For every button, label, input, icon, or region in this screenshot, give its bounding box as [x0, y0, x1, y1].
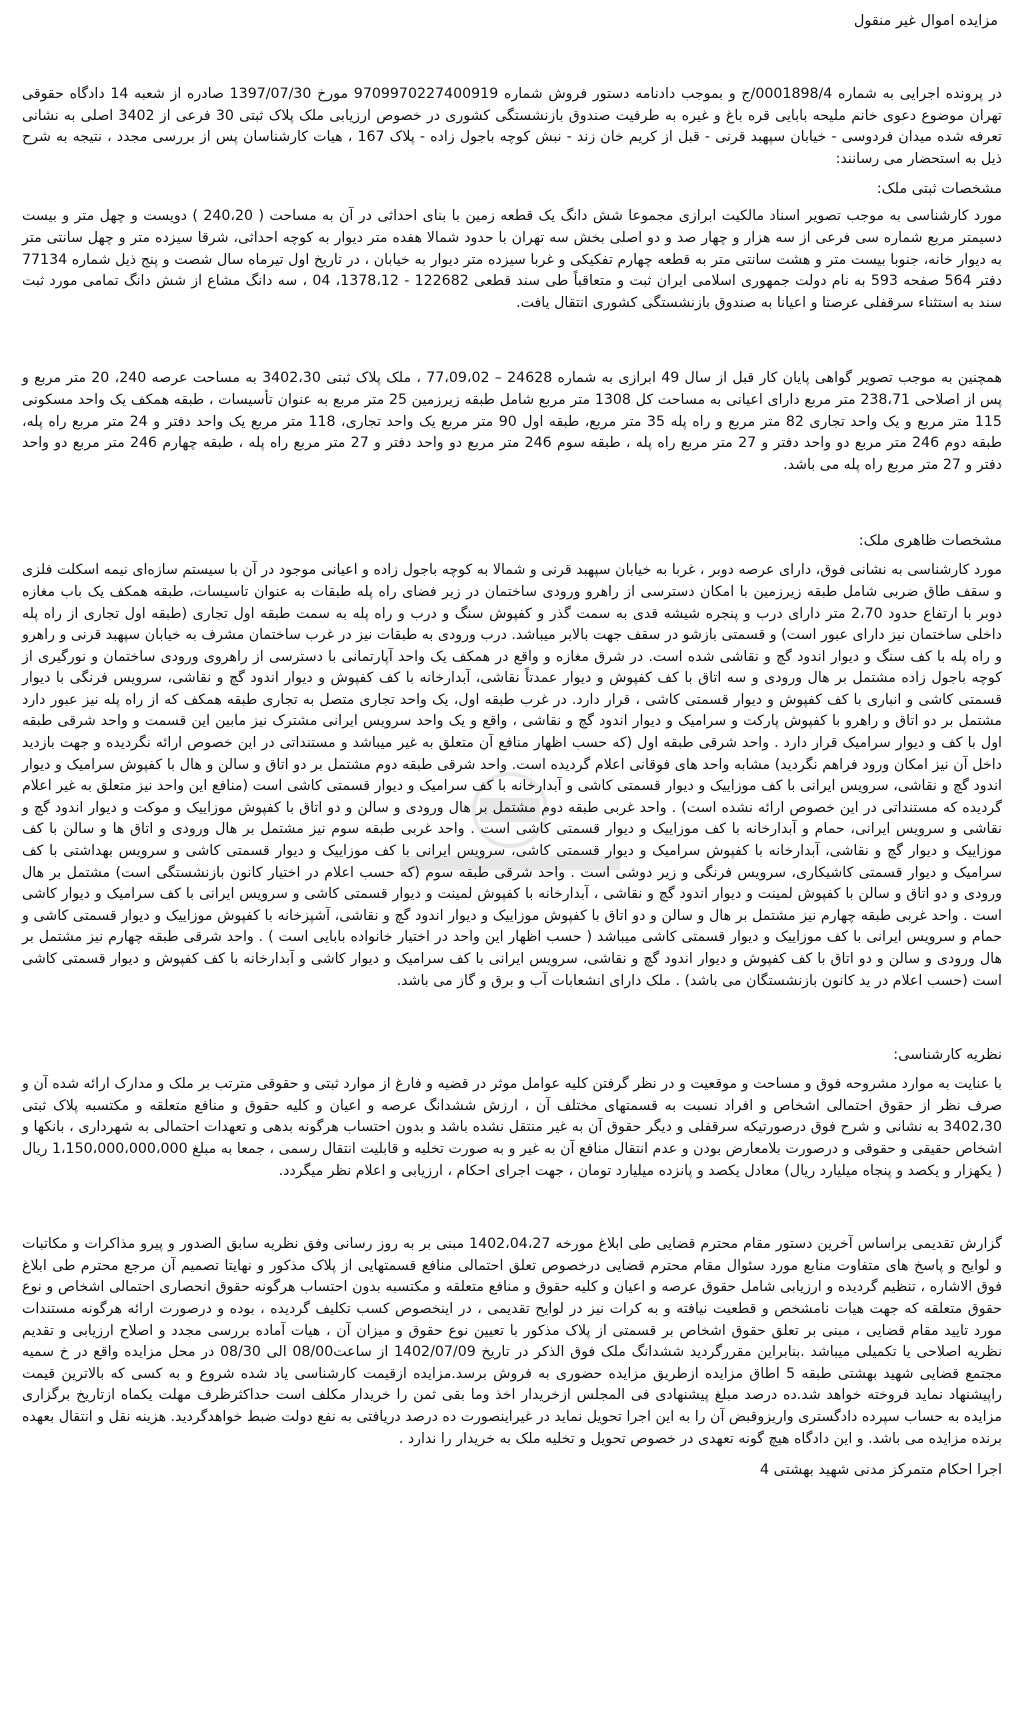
signature-line: اجرا احکام متمرکز مدنی شهید بهشتی 4 [759, 1462, 1002, 1479]
expert-opinion-paragraph: با عنایت به موارد مشروحه فوق و مساحت و موقعیت و در نظر گرفتن کلیه عوامل موثر در قضیه و فارغ از موارد ثبتی و حقوقی مترتب بر ملک و مدارک ارائه شده آن و صرف نظر از حقوق احتمالی اشخاص و افراد نسبت به قسمتهای مختلف آن ، ارزش ششدانگ عرصه و اعیان و کلیه حقوق و منافع متعلقه و مکتسبه پلاک ثبتی 3402،30 به نشانی و شرح فوق درصورتیکه سرقفلی و دیگر حقوق آن به غیر منتقل نشده باشد و بدون احتساب هرگونه بدهی و تعهدات احتمالی به شهرداری ، بانکها و اشخاص حقیقی و حقوقی و درصورت بلامعارض بودن و عدم انتقال منافع آن به غیر و به صورت تخلیه و قابلیت انتقال رسمی ، جمعا به مبلغ 1،150،000،000،000 ریال ( یکهزار و یکصد و پنجاه میلیارد ریال) معادل یکصد و پانزده میلیارد تومان ، جهت اجرای احکام ، ارزیابی و اعلام نظر میگردد. [22, 1076, 1002, 1179]
physical-heading: مشخصات ظاهری ملک: [858, 533, 1002, 550]
expert-opinion-heading: نظریه کارشناسی: [893, 1047, 1002, 1064]
physical-paragraph: مورد کارشناسی به نشانی فوق، دارای عرصه دوبر ، غربا به خیابان سپهبد قرنی و شمالا به کوچه باجول زاده و اعیانی موجود در آن با سیستم سازه‌ای نیمه اسکلت فلزی و سقف طاق ضربی شامل طبقه زیرزمین با امکان دسترسی از راهرو ورودی ساختمان در زیر فضای راه پله طبقات به عنوان تاسیسات، طبقه همکف یک باب مغازه دوبر با ارتفاع حدود 2،70 متر دارای درب و پنجره شیشه قدی به سمت گذر و کفپوش سنگ و درب و راه پله به سمت طبقه اول تجاری (طبقه اول تجاری از راه پله داخلی ساختمان نیز دارای عبور است) و قسمتی بازشو در سقف جهت بالابر میباشد. درب ورودی به طبقات نیز در غرب ساختمان مشرف به خیابان سپهبد قرنی و راهرو و راه پله با کف سنگ و دیوار اندود گچ و نقاشی شده است. در شرق مغازه و واقع در همکف یک واحد آپارتمانی با دسترسی از راهروی ورودی ساختمان و نورگیری از کوچه باجول زاده مشتمل بر هال ورودی و سه اتاق با کف کفپوش و دیوار عمدتاً نقاشی، آبدارخانه با کف کفپوش و دیوار اندود گچ و نقاشی، سرویس فرنگی با دیوار قسمتی کاشی و انباری با کف کفپوش و دیوار قسمتی کاشی ، قرار دارد. در غرب طبقه اول، یک واحد تجاری متصل به تجاری طبقه همکف که از راه پله نیز عبور دارد مشتمل بر دو اتاق و راهرو با کفپوش پارکت و سرامیک و دیوار اندود گچ و نقاشی ، واقع و یک واحد سرویس ایرانی مشترک نیز مابین این قسمت و واحد شرقی طبقه اول با کف و دیوار سرامیک قرار دارد . واحد شرقی طبقه اول (که حسب اظهار منافع آن متعلق به غیر میباشد و مستنداتی در این خصوص ارائه نگردیده و جهت بازدید داخل آن نیز امکان ورود فراهم نگردید) مشابه واحد های فوقانی اعلام گردیده است. واحد شرقی طبقه دوم مشتمل بر دو اتاق و سالن و هال با کفپوش سرامیک و دیوار اندود گچ و نقاشی، سرویس ایرانی با کف موزاییک و دیوار قسمتی کاشی و آبدارخانه با کف سرامیک و دیوار قسمتی کاشی است (منافع این واحد نیز متعلق به غیر اعلام گردیده که مستنداتی در این خصوص ارائه نشده است) . واحد غربی طبقه دوم مشتمل بر هال ورودی و سالن و دو اتاق با کفپوش موزاییک و موکت و دیوار اندود گچ و نقاشی و سرویس ایرانی، حمام و آبدارخانه با کف موزاییک و دیوار قسمتی کاشی است . واحد غربی طبقه سوم نیز مشتمل بر هال ورودی و اتاق ها و سالن با کف موزاییک و دیوار گچ و نقاشی، آبدارخانه با کفپوش سرامیک و دیوار قسمتی کاشی، سرویس ایرانی با کف موزاییک و دیوار قسمتی کاشی و سرویس بهداشتی با کف سرامیک و دیوار قسمتی کاشیکاری، سرویس فرنگی و زیر دوشی است . واحد شرقی طبقه سوم (که حسب اعلام در اختیار کانون بازنشستگی است) مشتمل بر هال ورودی و دو اتاق و سالن با کفپوش لمینت و دیوار اندود گچ و نقاشی ، آبدارخانه با کفپوش لمینت و دیوار قسمتی کاشی و سرویس ایرانی با کف سرامیک و دیوار کاشی است . واحد غربی طبقه چهارم نیز مشتمل بر هال و سالن و دو اتاق با کفپوش موزاییک و دیوار اندود گچ و نقاشی، آشپزخانه با کفپوش موزاییک و دیوار قسمتی کاشی و حمام و سرویس ایرانی با کف موزاییک و دیوار قسمتی کاشی میباشد ( حسب اظهار این واحد در اختیار خانواده بابایی است ) . واحد شرقی طبقه چهارم نیز مشتمل بر هال ورودی و سالن و دو اتاق با کف کفپوش و دیوار اندود گچ و نقاشی، سرویس ایرانی با کف سرامیک و دیوار کاشی و آبدارخانه با کف کفپوش و دیوار قسمتی کاشی است (حسب اعلام در ید کانون بازنشستگان می باشد) . ملک دارای انشعابات آب و برق و گاز می باشد. [22, 562, 1002, 989]
registry-paragraph: مورد کارشناسی به موجب تصویر اسناد مالکیت ابرازی مجموعا شش دانگ یک قطعه زمین با بنای احداثی در آن به مساحت ( 240،20 ) دویست و چهل متر و بیست دسیمتر مربع شماره سی فرعی از سه هزار و چهار صد و دو اصلی بخش سه تهران با حدود شمالا هفده متر دیوار به کوچه احداثی، شرقا سیزده متر و چهل سانتی متر به دیوار خانه، جنوبا بیست متر و هشت سانتی متر به قطعه چهارم تفکیکی و غربا سیزده متر دیوار به خیابان ، در تاریخ اول تیرماه سال شصت و پنج ذیل شماره 77134 دفتر 564 صفحه 593 به نام دولت جمهوری اسلامی ایران ثبت و متعاقباً طی سند قطعی 122682 - 1378،12، 04 ، سه دانگ مشاع از شش دانگ تمامی مورد ثبت سند به استثناء سرقفلی عرصتا و اعیانا به صندوق بازنشستگی کشوری انتقال یافت. [22, 208, 1002, 311]
registry-heading: مشخصات ثبتی ملک: [876, 181, 1002, 198]
intro-paragraph: در پرونده اجرایی به شماره 0001898/4/ج و بموجب دادنامه دستور فروش شماره 9709970227400919 مورخ 1397/07/30 صادره از شعبه 14 دادگاه حقوقی تهران موضوع دعوی خانم ملیحه بابایی قره باغ و غیره به طرفیت صندوق بازنشستگی کشوری در خصوص ارزیابی ملک پلاک ثبتی 30 فرعی از 3402 اصلی به نشانی تعرفه شده میدان فردوسی - خیابان سپهبد قرنی - قبل از کریم خان زند - نبش کوچه باجول زاده - پلاک 167 ، هیات کارشناسان پس از بررسی مجدد ، نتیجه به شرح ذیل به استحضار می رسانند: [22, 86, 1002, 167]
auction-report-paragraph: گزارش تقدیمی براساس آخرین دستور مقام محترم قضایی طی ابلاغ مورخه 1402،04،27 مبنی بر به روز رسانی وفق نظریه سابق الصدور و پیرو مذاکرات و مکاتبات و لوایح و پاسخ های متفاوت منابع مورد سئوال مقام محترم قضایی درخصوص تعلق احتمالی منافع قسمتهایی از پلاک مذکور و نهایتا تصمیم آن مرجع محترم طی ابلاغ فوق الاشاره ، تنظیم گردیده و ارزیابی شامل حقوق عرصه و اعیان و کلیه حقوق و منافع متعلقه و مکتسبه بدون احتساب هرگونه حقوق انحصاری احتمالی اشخاص و نوع حقوق متعلقه که جهت هیات نامشخص و قطعیت نیافته و به کرات نیز در لوایح تقدیمی ، در اینخصوص کسب تکلیف گردیده ، بوده و درصورت ارائه هرگونه مستندات مورد تایید مقام قضایی ، مبنی بر تعلق حقوق اشخاص بر قسمتی از پلاک مذکور با تعیین نوع حقوق و میزان آن ، هیات آماده بررسی مجدد و اصلاح ارزیابی و تقدیم نظریه اصلاحی یا تکمیلی میباشد .بنابراین مقررگردید ششدانگ ملک فوق الذکر در تاریخ 1402/07/09 از ساعت08/00 الی 08/30 در محل مزایده واقع در خ سمیه مجتمع قضایی شهید بهشتی طبقه 5 اطاق مزایده ازطریق مزایده حضوری به فروش برسد.مزایده ازقیمت کارشناسی یاد شده شروع و به کسی که بالاترین قیمت راپیشنهاد نماید فروخته خواهد شد.ده درصد مبلغ پیشنهادی فی المجلس ازخریدار اخذ وما بقی ثمن را خریدار مکلف است حداکثرظرف مهلت یکماه ازتاریخ برگزاری مزایده به حساب سپرده دادگستری واریزوقبض آن را به این اجرا تحویل نماید در غیراینصورت ده درصد دریافتی به نفع دولت ضبط خواهدگردید. هزینه نقل و انتقال بعهده برنده مزایده می باشد. و این دادگاه هیچ گونه تعهدی در خصوص تحویل و تخلیه ملک به خریدار را ندارد . [22, 1236, 1003, 1447]
building-permit-paragraph: همچنین به موجب تصویر گواهی پایان کار قبل از سال 49 ابرازی به شماره 24628 – 77،09،02 ، ملک پلاک ثبتی 3402،30 به مساحت عرصه 240، 20 متر مربع و پس از اصلاحی 238،71 متر مربع دارای اعیانی به مساحت کل 1308 متر مربع شامل طبقه زیرزمین 25 متر مربع به عنوان تأسیسات ، طبقه همکف یک واحد مسکونی 115 متر مربع و یک واحد تجاری 82 متر مربع و راه پله 35 متر مربع، طبقه اول 90 متر مربع یک واحد تجاری، 118 متر مربع یک واحد دفتر و 24 متر مربع راه پله، طبقه دوم 246 متر مربع دو واحد دفتر و 27 متر مربع راه پله ، طبقه سوم 246 متر مربع دو واحد دفتر و 27 متر مربع راه پله ، طبقه چهارم 246 متر مربع دو واحد دفتر و 27 متر مربع راه پله می باشد. [22, 370, 1002, 473]
document-title: مزایده اموال غیر منقول [853, 13, 998, 29]
